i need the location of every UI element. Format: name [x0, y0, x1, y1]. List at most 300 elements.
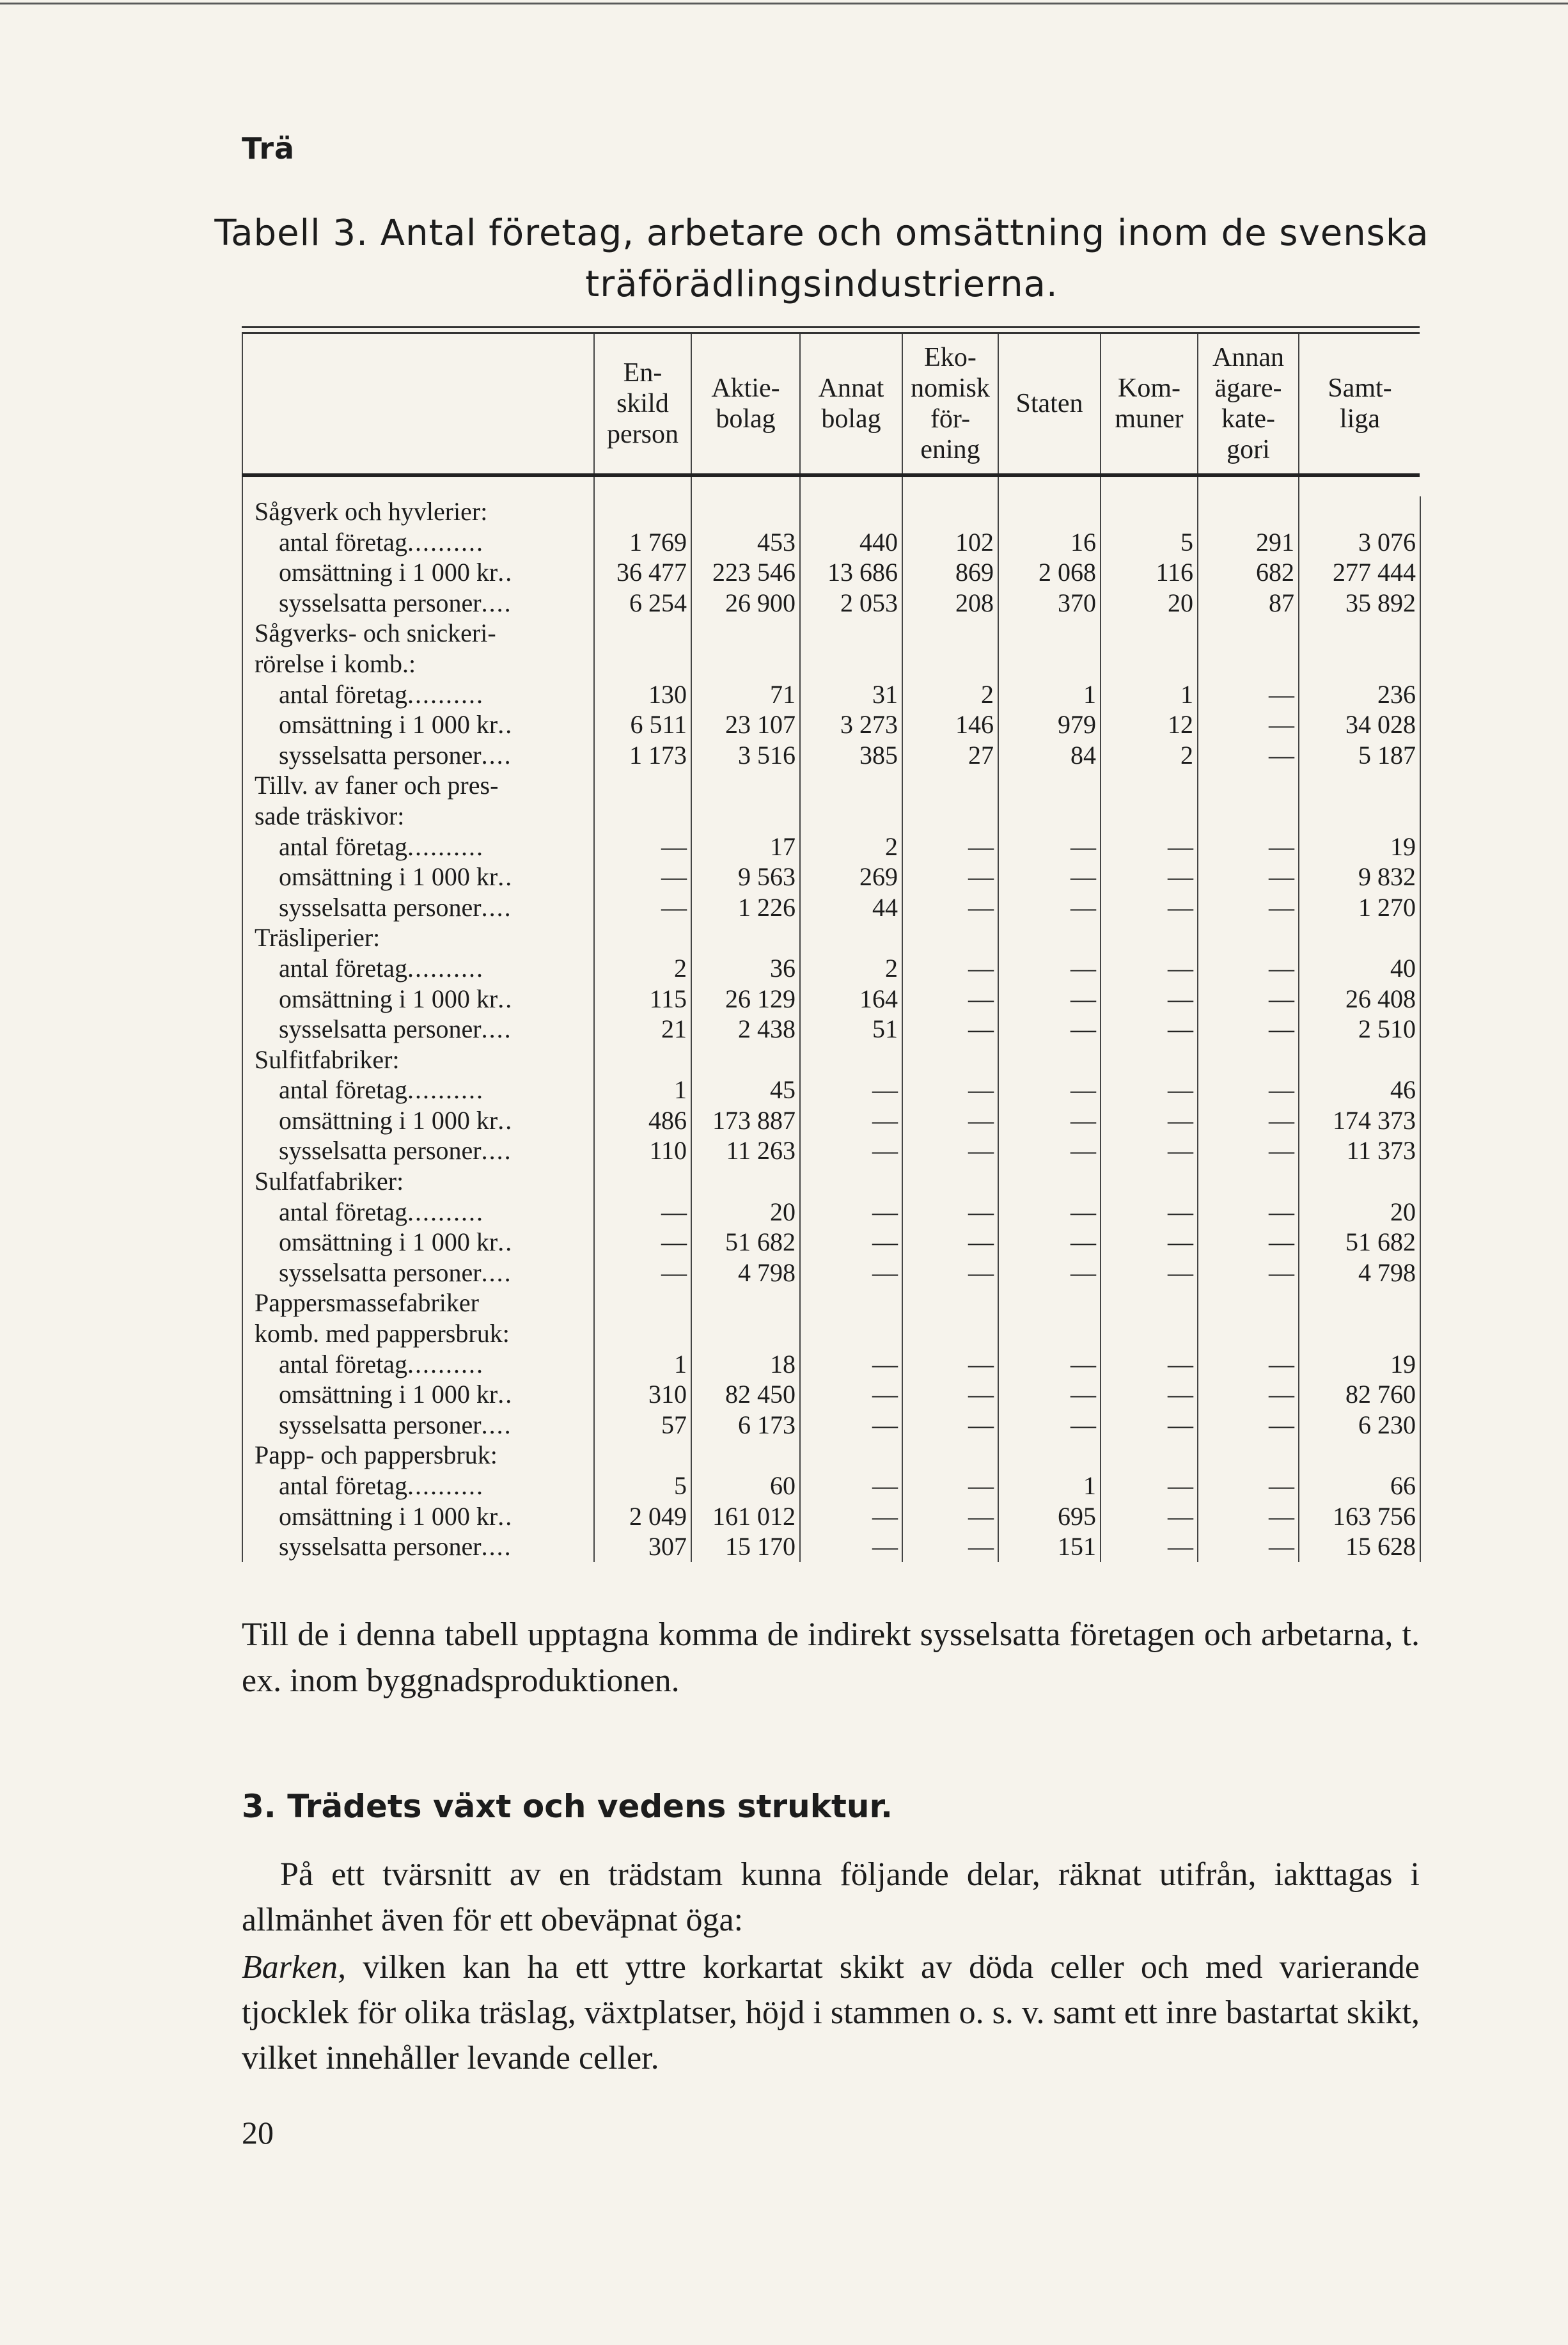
row-label-cell — [242, 618, 594, 649]
table-cell: — — [998, 1197, 1101, 1228]
table-cell: 15 170 — [691, 1531, 800, 1562]
table-cell: — — [800, 1227, 902, 1258]
table-cell: 208 — [902, 588, 998, 619]
table-row — [242, 1349, 1420, 1380]
leader-dots: .... — [481, 1136, 512, 1165]
table-cell: 19 — [1299, 1349, 1420, 1380]
table-cell — [998, 922, 1101, 953]
leader-dots: .. — [498, 558, 514, 587]
spacer-cell — [1198, 477, 1299, 496]
table-cell: — — [998, 832, 1101, 862]
column-header-line: Annat — [818, 374, 884, 403]
table-cell: 31 — [800, 679, 902, 710]
leader-dots: .. — [498, 862, 514, 892]
table-row — [242, 953, 1420, 984]
table-cell: 57 — [594, 1410, 691, 1441]
table-cell: 9 832 — [1299, 862, 1420, 892]
table-cell — [1101, 649, 1198, 679]
table-cell: 174 373 — [1299, 1105, 1420, 1136]
table-cell: 869 — [902, 557, 998, 588]
table-cell: — — [902, 1135, 998, 1166]
leader-dots: .. — [498, 1380, 514, 1409]
table-cell: 151 — [998, 1531, 1101, 1562]
table-cell: 26 900 — [691, 588, 800, 619]
table-cell — [594, 1166, 691, 1197]
row-label-cell — [242, 709, 594, 740]
column-header — [691, 334, 800, 473]
row-label: sysselsatta personer — [279, 588, 482, 617]
row-label-cell — [242, 1045, 594, 1075]
row-label: omsättning i 1 000 kr — [279, 862, 498, 892]
section-row — [242, 1166, 1420, 1197]
table-cell: — — [902, 892, 998, 923]
spacer-cell — [1101, 477, 1198, 496]
table-cell — [800, 1440, 902, 1471]
row-label-cell — [242, 892, 594, 923]
table-cell — [998, 1440, 1101, 1471]
table-cell — [691, 1045, 800, 1075]
table-cell — [1198, 770, 1299, 801]
row-label-cell — [242, 1379, 594, 1410]
table-cell — [998, 496, 1101, 527]
statistics-table — [242, 326, 1420, 1562]
table-cell: — — [800, 1501, 902, 1532]
table-cell: — — [1198, 1258, 1299, 1288]
row-label: Sågverks- och snickeri- — [255, 619, 496, 648]
leader-dots: .......... — [407, 1471, 484, 1500]
table-cell — [691, 770, 800, 801]
table-cell: 35 892 — [1299, 588, 1420, 619]
table-cell: — — [1101, 1135, 1198, 1166]
row-label-cell — [242, 1014, 594, 1045]
table-cell — [1299, 1045, 1420, 1075]
table-cell: 9 563 — [691, 862, 800, 892]
table-cell: 82 760 — [1299, 1379, 1420, 1410]
row-label: antal företag — [279, 1471, 407, 1500]
table-cell: 44 — [800, 892, 902, 923]
table-cell: 45 — [691, 1075, 800, 1105]
table-cell: 2 — [800, 953, 902, 984]
table-cell: — — [1198, 1379, 1299, 1410]
table-cell: — — [1198, 679, 1299, 710]
table-cell — [902, 1318, 998, 1349]
row-label: sysselsatta personer — [279, 892, 482, 922]
table-cell — [800, 1045, 902, 1075]
table-cell: 51 682 — [1299, 1227, 1420, 1258]
row-label: Sulfatfabriker: — [255, 1167, 404, 1196]
row-label-cell — [242, 1440, 594, 1471]
row-label-cell — [242, 1471, 594, 1501]
table-cell: 110 — [594, 1135, 691, 1166]
table-cell: — — [1101, 1258, 1198, 1288]
table-cell: 1 270 — [1299, 892, 1420, 923]
table-cell: 66 — [1299, 1471, 1420, 1501]
table-cell — [902, 1045, 998, 1075]
table-cell: 2 068 — [998, 557, 1101, 588]
column-header-line: kate- — [1221, 404, 1275, 434]
table-cell — [1101, 1288, 1198, 1318]
table-cell: — — [902, 1258, 998, 1288]
table-row — [242, 862, 1420, 892]
table-cell: — — [800, 1135, 902, 1166]
table-cell: — — [594, 862, 691, 892]
table-cell — [1299, 1318, 1420, 1349]
row-label-cell — [242, 527, 594, 558]
table-cell: — — [1198, 740, 1299, 771]
data-table — [242, 334, 1420, 473]
column-header-line: gori — [1227, 435, 1270, 464]
table-cell: 310 — [594, 1379, 691, 1410]
table-note: Till de i denna tabell upptagna komma de indirekt sysselsatta företagen och arbetarna, t. ex. inom byggnadsproduktionen. — [242, 1616, 1420, 1699]
row-label-cell — [242, 1227, 594, 1258]
leader-dots: .. — [498, 1501, 514, 1531]
table-cell: — — [800, 1349, 902, 1380]
table-cell: — — [998, 1135, 1101, 1166]
table-cell: — — [902, 1410, 998, 1441]
row-label: komb. med pappersbruk: — [255, 1319, 510, 1348]
row-label: sysselsatta personer — [279, 1136, 482, 1165]
table-cell: — — [1101, 1075, 1198, 1105]
table-cell — [1299, 1166, 1420, 1197]
table-cell: — — [998, 1258, 1101, 1288]
table-cell: 2 053 — [800, 588, 902, 619]
leader-dots: .......... — [407, 1197, 484, 1226]
table-cell: 161 012 — [691, 1501, 800, 1532]
table-cell — [1101, 1045, 1198, 1075]
table-cell — [1198, 496, 1299, 527]
table-cell: — — [1101, 1501, 1198, 1532]
row-label: antal företag — [279, 1075, 407, 1105]
stub-header — [242, 334, 594, 473]
page-number: 20 — [242, 2115, 274, 2151]
leader-dots: .... — [481, 1410, 512, 1439]
table-cell — [1198, 1045, 1299, 1075]
row-label: Papp- och pappersbruk: — [255, 1441, 498, 1470]
table-cell: — — [800, 1531, 902, 1562]
column-header-line: ägare- — [1214, 374, 1282, 403]
leader-dots: .... — [481, 740, 512, 770]
table-cell: — — [902, 1075, 998, 1105]
spacer-cell — [800, 477, 902, 496]
table-cell: 164 — [800, 984, 902, 1015]
table-cell: — — [1101, 984, 1198, 1015]
table-cell — [691, 801, 800, 832]
table-cell: 682 — [1198, 557, 1299, 588]
table-cell: — — [800, 1379, 902, 1410]
table-cell: 27 — [902, 740, 998, 771]
row-label: antal företag — [279, 832, 407, 861]
table-cell: 2 438 — [691, 1014, 800, 1045]
table-row — [242, 832, 1420, 862]
table-cell: — — [1101, 1014, 1198, 1045]
table-cell: — — [594, 1258, 691, 1288]
section-row — [242, 1440, 1420, 1471]
table-cell: — — [800, 1075, 902, 1105]
table-cell: — — [902, 1501, 998, 1532]
table-cell: — — [902, 1014, 998, 1045]
table-cell: 6 230 — [1299, 1410, 1420, 1441]
table-row — [242, 679, 1420, 710]
column-header — [902, 334, 998, 473]
row-label-cell — [242, 1288, 594, 1318]
table-cell: 26 129 — [691, 984, 800, 1015]
table-row — [242, 1379, 1420, 1410]
column-header-line: muner — [1115, 404, 1184, 434]
table-row — [242, 1014, 1420, 1045]
table-cell — [1101, 1318, 1198, 1349]
top-edge-rule — [0, 3, 1568, 4]
table-row — [242, 1105, 1420, 1136]
table-cell — [691, 1440, 800, 1471]
table-cell: 695 — [998, 1501, 1101, 1532]
table-cell: — — [800, 1410, 902, 1441]
table-cell — [998, 1288, 1101, 1318]
table-cell — [594, 1045, 691, 1075]
table-cell: — — [998, 1379, 1101, 1410]
table-cell — [902, 618, 998, 649]
table-cell: 13 686 — [800, 557, 902, 588]
spacer-cell — [998, 477, 1101, 496]
table-row — [242, 740, 1420, 771]
table-cell: — — [1101, 1349, 1198, 1380]
table-cell: — — [902, 862, 998, 892]
section-row — [242, 649, 1420, 679]
table-title — [192, 208, 1452, 310]
leader-dots: .. — [498, 710, 514, 739]
table-cell — [594, 801, 691, 832]
table-cell — [800, 649, 902, 679]
row-label: sysselsatta personer — [279, 1258, 482, 1287]
table-row — [242, 1410, 1420, 1441]
row-label-cell — [242, 649, 594, 679]
table-cell — [1299, 1288, 1420, 1318]
section-row — [242, 618, 1420, 649]
leader-dots: .......... — [407, 953, 484, 983]
table-cell — [594, 496, 691, 527]
leader-dots: .. — [498, 984, 514, 1013]
row-label: omsättning i 1 000 kr — [279, 1228, 498, 1257]
leader-dots: .......... — [407, 1349, 484, 1378]
table-cell: 146 — [902, 709, 998, 740]
section-row — [242, 1288, 1420, 1318]
table-cell — [1198, 922, 1299, 953]
row-label-cell — [242, 1410, 594, 1441]
table-cell: 40 — [1299, 953, 1420, 984]
table-cell: 3 273 — [800, 709, 902, 740]
table-cell: — — [1101, 832, 1198, 862]
spacer-cell — [242, 477, 594, 496]
table-cell: 82 450 — [691, 1379, 800, 1410]
leader-dots: .. — [498, 1105, 514, 1135]
spacer-cell — [902, 477, 998, 496]
table-cell: — — [998, 1227, 1101, 1258]
table-cell — [691, 1288, 800, 1318]
table-cell: — — [800, 1105, 902, 1136]
table-cell: — — [1198, 862, 1299, 892]
table-cell: 1 — [594, 1075, 691, 1105]
table-row — [242, 1258, 1420, 1288]
column-header-line: liga — [1340, 404, 1380, 434]
row-label: omsättning i 1 000 kr — [279, 710, 498, 739]
table-cell — [800, 801, 902, 832]
table-cell: — — [1198, 1075, 1299, 1105]
row-label: antal företag — [279, 953, 407, 983]
table-cell: 36 477 — [594, 557, 691, 588]
section-row — [242, 770, 1420, 801]
table-cell — [998, 1045, 1101, 1075]
running-head: Trä — [242, 131, 295, 166]
table-cell — [902, 496, 998, 527]
table-cell: — — [1101, 862, 1198, 892]
table-cell: — — [800, 1197, 902, 1228]
table-row — [242, 892, 1420, 923]
table-cell: — — [902, 1531, 998, 1562]
table-cell: — — [998, 862, 1101, 892]
row-label-cell — [242, 1318, 594, 1349]
table-cell — [800, 1166, 902, 1197]
table-cell: 51 — [800, 1014, 902, 1045]
table-cell: 116 — [1101, 557, 1198, 588]
table-cell — [1299, 1440, 1420, 1471]
table-cell: — — [902, 984, 998, 1015]
table-cell — [1101, 496, 1198, 527]
table-cell: — — [1101, 892, 1198, 923]
table-cell: 115 — [594, 984, 691, 1015]
table-row — [242, 557, 1420, 588]
row-label: Sulfitfabriker: — [255, 1045, 400, 1074]
column-header-line: skild — [616, 389, 669, 418]
leader-dots: .... — [481, 1258, 512, 1287]
data-table-body — [242, 477, 1421, 1562]
table-cell — [1299, 618, 1420, 649]
table-body — [242, 477, 1420, 1562]
table-cell: 6 511 — [594, 709, 691, 740]
table-cell — [902, 649, 998, 679]
row-label: sysselsatta personer — [279, 740, 482, 770]
table-cell: 2 — [1101, 740, 1198, 771]
table-title-line-2: träförädlingsindustrierna. — [585, 264, 1058, 305]
table-cell — [594, 618, 691, 649]
spacer-cell — [691, 477, 800, 496]
table-cell — [1198, 1166, 1299, 1197]
table-cell — [1198, 649, 1299, 679]
table-cell: 2 — [902, 679, 998, 710]
table-cell — [998, 1166, 1101, 1197]
table-row — [242, 1501, 1420, 1532]
table-cell — [800, 770, 902, 801]
table-cell: 1 — [1101, 679, 1198, 710]
table-cell — [691, 618, 800, 649]
column-header-line: En- — [623, 358, 662, 388]
row-label-cell — [242, 862, 594, 892]
table-cell — [1101, 801, 1198, 832]
section-row — [242, 801, 1420, 832]
table-cell: — — [1101, 1531, 1198, 1562]
table-cell: 12 — [1101, 709, 1198, 740]
paragraph-2-text: vilken kan ha ett yttre korkartat skikt av döda celler och med varierande tjocklek för olika träslag, växtplatser, höjd i stammen o. s. v. samt ett inre bastartat skikt, vilket innehåller levande celler. — [242, 1949, 1420, 2076]
table-cell: — — [998, 953, 1101, 984]
row-label: omsättning i 1 000 kr — [279, 984, 498, 1013]
table-cell: 87 — [1198, 588, 1299, 619]
table-cell: 23 107 — [691, 709, 800, 740]
table-cell: 5 187 — [1299, 740, 1420, 771]
row-label: Pappersmassefabriker — [255, 1288, 479, 1318]
table-cell: — — [1198, 1349, 1299, 1380]
table-cell — [998, 1318, 1101, 1349]
table-cell: — — [998, 1014, 1101, 1045]
table-cell: 18 — [691, 1349, 800, 1380]
table-cell: — — [998, 1075, 1101, 1105]
term-barken: Barken, — [242, 1949, 347, 1986]
table-cell: — — [1101, 953, 1198, 984]
table-row — [242, 1531, 1420, 1562]
table-cell: 1 — [998, 679, 1101, 710]
table-cell: — — [1198, 1014, 1299, 1045]
table-cell: — — [998, 1410, 1101, 1441]
table-cell: — — [998, 1105, 1101, 1136]
spacer-row — [242, 477, 1420, 496]
table-cell: — — [800, 1471, 902, 1501]
table-cell: 20 — [691, 1197, 800, 1228]
table-cell: 17 — [691, 832, 800, 862]
table-cell — [1198, 1440, 1299, 1471]
column-header-line: bolag — [716, 404, 776, 434]
row-label-cell — [242, 984, 594, 1015]
table-cell — [902, 1166, 998, 1197]
column-header — [594, 334, 691, 473]
table-cell: 1 173 — [594, 740, 691, 771]
row-label-cell — [242, 1349, 594, 1380]
column-header-line: bolag — [821, 404, 881, 434]
leader-dots: .......... — [407, 1075, 484, 1105]
table-cell: 2 — [800, 832, 902, 862]
row-label: antal företag — [279, 527, 407, 557]
table-cell — [800, 1318, 902, 1349]
table-cell — [800, 922, 902, 953]
table-cell: 84 — [998, 740, 1101, 771]
table-cell — [902, 801, 998, 832]
table-cell: — — [594, 1197, 691, 1228]
table-cell: 26 408 — [1299, 984, 1420, 1015]
table-cell: 223 546 — [691, 557, 800, 588]
table-cell: 51 682 — [691, 1227, 800, 1258]
table-cell: — — [1198, 1197, 1299, 1228]
table-row — [242, 588, 1420, 619]
row-label-cell — [242, 740, 594, 771]
table-cell: 2 049 — [594, 1501, 691, 1532]
table-cell: 385 — [800, 740, 902, 771]
table-cell: 1 226 — [691, 892, 800, 923]
table-cell — [594, 649, 691, 679]
table-cell: — — [800, 1258, 902, 1288]
table-cell: — — [902, 1105, 998, 1136]
table-cell: 291 — [1198, 527, 1299, 558]
table-cell — [902, 1288, 998, 1318]
table-cell — [691, 922, 800, 953]
table-cell — [691, 496, 800, 527]
table-header-row — [242, 334, 1420, 473]
table-cell: 3 076 — [1299, 527, 1420, 558]
row-label-cell — [242, 1531, 594, 1562]
leader-dots: .. — [498, 1228, 514, 1257]
row-label: antal företag — [279, 679, 407, 709]
table-cell — [1101, 1440, 1198, 1471]
table-cell: — — [902, 953, 998, 984]
row-label: antal företag — [279, 1349, 407, 1378]
table-cell: — — [902, 1197, 998, 1228]
table-cell: 163 756 — [1299, 1501, 1420, 1532]
table-cell — [594, 1288, 691, 1318]
